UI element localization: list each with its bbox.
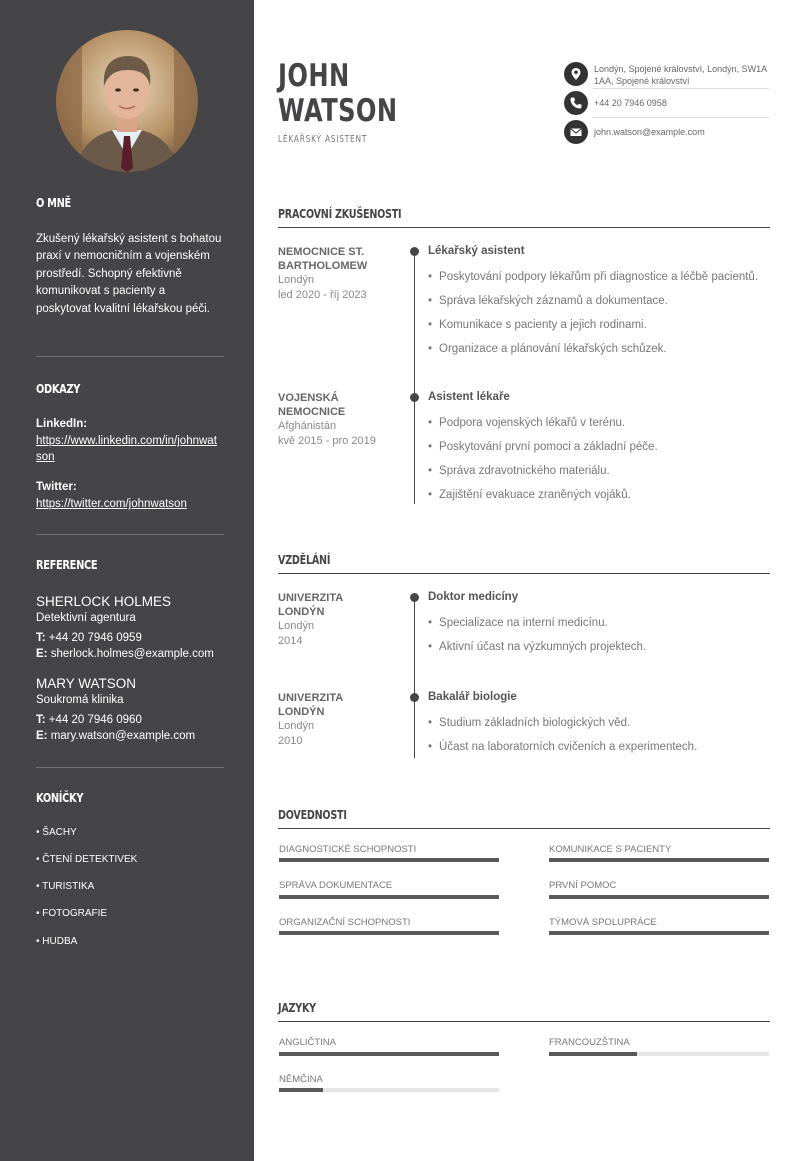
timeline-line bbox=[414, 251, 415, 504]
twitter-label: Twitter: bbox=[36, 481, 77, 493]
job-role: LÉKAŘSKÝ ASISTENT bbox=[278, 134, 368, 145]
skill-bar bbox=[279, 931, 499, 935]
email-value: sherlock.holmes@example.com bbox=[50, 648, 214, 660]
timeline-dot bbox=[410, 593, 419, 602]
language-bar bbox=[279, 1052, 499, 1056]
job-title: Asistent lékaře bbox=[428, 391, 510, 403]
language-bar-fill bbox=[279, 1088, 323, 1092]
employer-name: NEMOCNICE ST. BARTHOLOMEW bbox=[278, 246, 368, 272]
skill-bar bbox=[549, 858, 769, 862]
job-bullet: • Správa zdravotnického materiálu. bbox=[428, 465, 610, 477]
job-bullet: • Organizace a plánování lékařských schůzek. bbox=[428, 343, 667, 355]
contact-address bbox=[564, 62, 770, 88]
degree-title: Doktor medicíny bbox=[428, 591, 519, 603]
section-rule bbox=[278, 1021, 770, 1022]
skill-bar-fill bbox=[549, 895, 769, 899]
about-text: Zkušený lékařský asistent s bohatou praxí v nemocničním a vojenském prostředí. Schopný efektivně komunikovat s pacienty a poskytovat kvalitní lékařskou péči. bbox=[36, 233, 222, 315]
twitter-link[interactable]: https://twitter.com/johnwatson bbox=[36, 498, 187, 510]
address-text: Londýn, Spojené království, Londýn, SW1A 1AA, Spojené království bbox=[594, 64, 767, 86]
timeline-line bbox=[414, 597, 415, 758]
linkedin-link[interactable]: https://www.linkedin.com/in/johnwatson bbox=[36, 435, 217, 463]
skill-bar-fill bbox=[279, 858, 499, 862]
phone-value: +44 20 7946 0959 bbox=[48, 632, 142, 644]
study-year: 2014 bbox=[278, 635, 303, 647]
degree-title: Bakalář biologie bbox=[428, 691, 517, 703]
timeline-dot bbox=[410, 693, 419, 702]
job-bullet: • Komunikace s pacienty a jejich rodinami. bbox=[428, 319, 647, 331]
reference-email bbox=[36, 730, 195, 742]
divider bbox=[593, 88, 769, 89]
about-heading: O MNĚ bbox=[36, 196, 71, 210]
employment-dates: led 2020 - říj 2023 bbox=[278, 289, 367, 301]
skill-label: ORGANIZAČNÍ SCHOPNOSTI bbox=[279, 917, 411, 928]
skill-label: DIAGNOSTICKÉ SCHOPNOSTI bbox=[279, 844, 417, 855]
school-location: Londýn bbox=[278, 620, 315, 632]
job-title: Lékařský asistent bbox=[428, 245, 525, 257]
location-pin-icon bbox=[564, 62, 588, 86]
phone-value: +44 20 7946 0960 bbox=[48, 714, 142, 726]
reference-org: Detektivní agentura bbox=[36, 612, 136, 624]
skill-bar-fill bbox=[279, 931, 499, 935]
divider bbox=[36, 767, 224, 768]
phone-label: T: bbox=[36, 714, 46, 726]
contact-phone bbox=[564, 91, 770, 115]
section-rule bbox=[278, 227, 770, 228]
phone-icon bbox=[564, 91, 588, 115]
skill-bar bbox=[549, 931, 769, 935]
sidebar bbox=[0, 0, 254, 1161]
skill-bar bbox=[549, 895, 769, 899]
section-rule bbox=[278, 828, 770, 829]
language-label: NĚMČINA bbox=[279, 1074, 323, 1085]
employer-location: Londýn bbox=[278, 274, 315, 286]
reference-phone bbox=[36, 714, 142, 726]
divider bbox=[36, 534, 224, 535]
hobby-item: • ČTENÍ DETEKTIVEK bbox=[36, 854, 138, 865]
contact-email bbox=[564, 120, 770, 144]
language-bar-fill bbox=[279, 1052, 499, 1056]
skill-bar-fill bbox=[549, 931, 769, 935]
reference-org: Soukromá klinika bbox=[36, 694, 124, 706]
phone-label: T: bbox=[36, 632, 46, 644]
hobby-item: • FOTOGRAFIE bbox=[36, 908, 108, 919]
email-label: E: bbox=[36, 648, 48, 660]
education-heading: VZDĚLÁNÍ bbox=[278, 553, 331, 567]
hobbies-heading: KONÍČKY bbox=[36, 791, 84, 805]
employer-name: VOJENSKÁ NEMOCNICE bbox=[278, 392, 346, 418]
reference-email bbox=[36, 648, 214, 660]
languages-heading: JAZYKY bbox=[278, 1001, 316, 1015]
last-name: WATSON bbox=[278, 93, 398, 129]
job-bullet: • Podpora vojenských lékařů v terénu. bbox=[428, 417, 625, 429]
degree-bullet: • Účast na laboratorních cvičeních a experimentech. bbox=[428, 741, 697, 753]
language-label: FRANCOUZŠTINA bbox=[549, 1037, 630, 1048]
links-heading: ODKAZY bbox=[36, 382, 81, 396]
timeline-dot bbox=[410, 393, 419, 402]
reference-name: SHERLOCK HOLMES bbox=[36, 594, 172, 609]
phone-text: +44 20 7946 0958 bbox=[594, 98, 667, 108]
first-name: JOHN bbox=[278, 58, 350, 94]
school-name: UNIVERZITA LONDÝN bbox=[278, 592, 343, 618]
language-bar bbox=[279, 1088, 499, 1092]
divider bbox=[593, 117, 769, 118]
section-rule bbox=[278, 573, 770, 574]
employment-dates: kvě 2015 - pro 2019 bbox=[278, 435, 376, 447]
hobby-item: • ŠACHY bbox=[36, 827, 77, 838]
job-bullet: • Správa lékařských záznamů a dokumentace. bbox=[428, 295, 668, 307]
skill-bar-fill bbox=[279, 895, 499, 899]
skill-label: KOMUNIKACE S PACIENTY bbox=[549, 844, 672, 855]
employer-location: Afghánistán bbox=[278, 420, 337, 432]
reference-name: MARY WATSON bbox=[36, 676, 137, 691]
skill-label: TÝMOVÁ SPOLUPRÁCE bbox=[549, 917, 657, 928]
language-bar bbox=[549, 1052, 769, 1056]
job-bullet: • Poskytování první pomoci a základní péče. bbox=[428, 441, 658, 453]
linkedin-label: LinkedIn: bbox=[36, 418, 88, 430]
degree-bullet: • Studium základních biologických věd. bbox=[428, 717, 630, 729]
study-year: 2010 bbox=[278, 735, 303, 747]
job-bullet: • Zajištění evakuace zraněných vojáků. bbox=[428, 489, 631, 501]
email-label: E: bbox=[36, 730, 48, 742]
reference-phone bbox=[36, 632, 142, 644]
skill-label: SPRÁVA DOKUMENTACE bbox=[279, 880, 393, 891]
skill-bar bbox=[279, 858, 499, 862]
job-bullet: • Poskytování podpory lékařům při diagnostice a léčbě pacientů. bbox=[428, 271, 758, 283]
degree-bullet: • Specializace na interní medicínu. bbox=[428, 617, 608, 629]
experience-heading: PRACOVNÍ ZKUŠENOSTI bbox=[278, 207, 402, 221]
skill-bar bbox=[279, 895, 499, 899]
timeline-dot bbox=[410, 247, 419, 256]
references-heading: REFERENCE bbox=[36, 558, 98, 572]
skill-label: PRVNÍ POMOC bbox=[549, 880, 617, 891]
email-value: mary.watson@example.com bbox=[50, 730, 196, 742]
mail-icon bbox=[564, 120, 588, 144]
hobby-item: • HUDBA bbox=[36, 936, 78, 947]
degree-bullet: • Aktivní účast na výzkumných projektech. bbox=[428, 641, 646, 653]
skills-heading: DOVEDNOSTI bbox=[278, 808, 347, 822]
language-bar-fill bbox=[549, 1052, 637, 1056]
hobby-item: • TURISTIKA bbox=[36, 881, 95, 892]
email-text: john.watson@example.com bbox=[594, 127, 705, 137]
divider bbox=[36, 356, 224, 357]
school-name: UNIVERZITA LONDÝN bbox=[278, 692, 343, 718]
profile-photo bbox=[56, 30, 198, 172]
language-label: ANGLIČTINA bbox=[279, 1037, 337, 1048]
school-location: Londýn bbox=[278, 720, 315, 732]
skill-bar-fill bbox=[549, 858, 769, 862]
